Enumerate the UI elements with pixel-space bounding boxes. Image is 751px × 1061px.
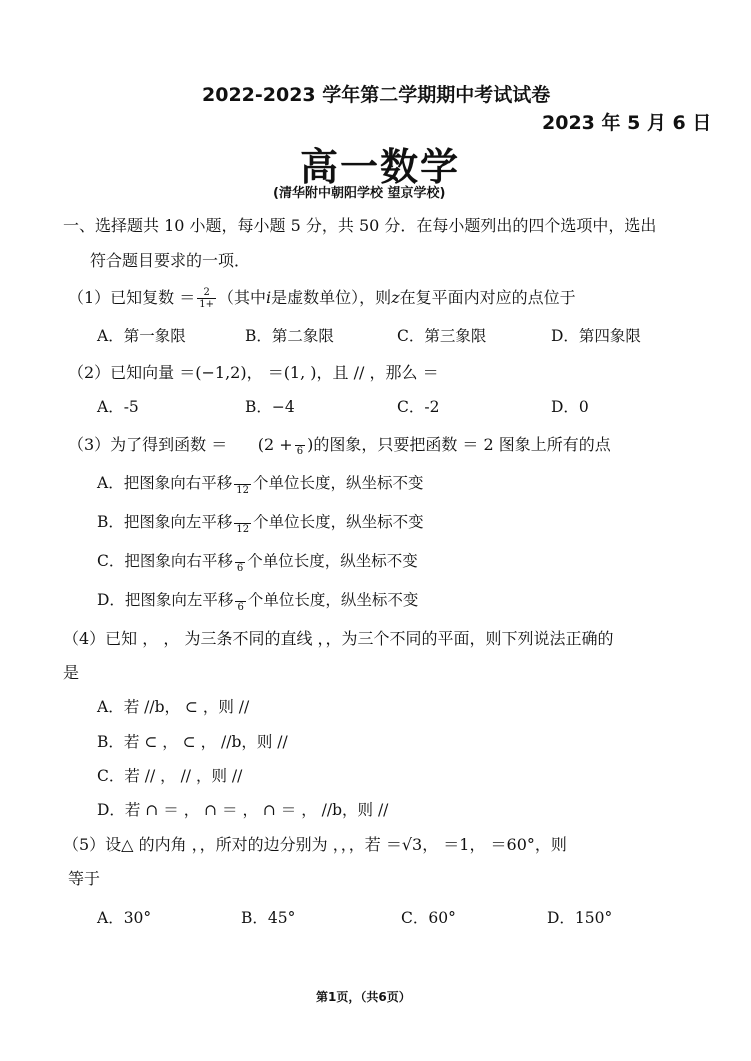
q1-option-a: A．第一象限 bbox=[97, 327, 186, 345]
q3-option-b bbox=[97, 510, 424, 535]
q3c-frac-num bbox=[235, 551, 245, 563]
q3-stem-c: )的图象，只要把函数 ＝ 2 图象上所有的点 bbox=[307, 435, 611, 454]
q3d-frac-num bbox=[235, 590, 245, 602]
q2-option-a: A．-5 bbox=[97, 398, 139, 416]
page-footer: 第1页，（共6页） bbox=[316, 990, 411, 1004]
q1-option-c: C．第三象限 bbox=[397, 327, 487, 345]
q2-option-b: B．−4 bbox=[245, 398, 295, 416]
q5-option-d: D．150° bbox=[547, 909, 613, 927]
question-3-stem bbox=[68, 432, 611, 457]
q1-mid2: 是虚数单位），则 bbox=[271, 288, 392, 307]
q3c-frac-den: 6 bbox=[236, 562, 244, 574]
q3a-frac-num bbox=[234, 473, 251, 485]
q3d-suffix: 个单位长度，纵坐标不变 bbox=[247, 591, 419, 609]
question-5-stem-line1: （5）设△ 的内角 ，，所对的边分别为 ，，，若 ＝√3， ＝1， ＝60°，则 bbox=[63, 835, 567, 854]
q3-frac-den: 6 bbox=[296, 446, 304, 457]
q2-option-c: C．-2 bbox=[397, 398, 440, 416]
q1-frac-num: 2 bbox=[197, 287, 216, 299]
q3-option-d bbox=[97, 588, 418, 613]
q5-option-a: A．30° bbox=[97, 909, 152, 927]
q3b-prefix: B．把图象向左平移 bbox=[97, 513, 233, 531]
q1-frac-den: 1+ bbox=[199, 299, 215, 310]
q4-option-b: B．若 ⊂ ， ⊂ ， //b，则 // bbox=[97, 733, 288, 751]
q3b-frac-den: 12 bbox=[236, 523, 250, 535]
q3-option-a bbox=[97, 471, 423, 496]
q3-fraction bbox=[295, 434, 305, 457]
q3-option-c bbox=[97, 549, 418, 574]
q4-option-a: A．若 //b， ⊂ ，则 // bbox=[97, 698, 250, 716]
q1-option-b: B．第二象限 bbox=[245, 327, 334, 345]
section1-instruction-line1: 一、选择题共 10 小题，每小题 5 分，共 50 分．在每小题列出的四个选项中，选出 bbox=[63, 216, 657, 235]
q3a-suffix: 个单位长度，纵坐标不变 bbox=[252, 474, 424, 492]
school-name: (清华附中朝阳学校 望京学校) bbox=[273, 186, 446, 201]
q1-prefix: （1）已知复数 ＝ bbox=[68, 288, 196, 307]
question-4-stem-line2: 是 bbox=[63, 663, 80, 682]
q3-frac-num bbox=[295, 434, 305, 446]
q5-option-b: B．45° bbox=[241, 909, 296, 927]
question-1-stem bbox=[68, 285, 576, 310]
q3a-fraction bbox=[234, 473, 251, 496]
q1-z: z bbox=[391, 288, 400, 307]
q3b-fraction bbox=[234, 512, 251, 535]
q3c-suffix: 个单位长度，纵坐标不变 bbox=[247, 552, 418, 570]
q2-option-d: D．0 bbox=[551, 398, 589, 416]
q3-stem-a: （3）为了得到函数 ＝ bbox=[68, 435, 228, 454]
question-5-stem-line2: 等于 bbox=[68, 869, 101, 888]
question-4-stem-line1: （4）已知 ， ， 为三条不同的直线 ，，为三个不同的平面，则下列说法正确的 bbox=[63, 629, 614, 648]
q4-option-c: C．若 // ， // ，则 // bbox=[97, 767, 243, 785]
q3b-suffix: 个单位长度，纵坐标不变 bbox=[253, 513, 424, 531]
q1-option-d: D．第四象限 bbox=[551, 327, 641, 345]
q1-mid: （其中 bbox=[218, 288, 267, 307]
exam-title: 2022-2023 学年第二学期期中考试试卷 bbox=[202, 84, 551, 106]
q5-option-c: C．60° bbox=[401, 909, 456, 927]
q3d-prefix: D．把图象向左平移 bbox=[97, 591, 234, 609]
q3c-fraction bbox=[235, 551, 245, 574]
question-2-stem: （2）已知向量 ＝(−1,2)， ＝(1, )，且 // ，那么 ＝ bbox=[68, 363, 439, 382]
q3a-prefix: A．把图象向右平移 bbox=[97, 474, 233, 492]
q3b-frac-num bbox=[234, 512, 251, 524]
q3c-prefix: C．把图象向右平移 bbox=[97, 552, 233, 570]
q3d-frac-den: 6 bbox=[237, 601, 244, 613]
q3d-fraction bbox=[235, 590, 245, 613]
q4-option-d: D．若 ∩ ＝ ， ∩ ＝ ， ∩ ＝ ， //b，则 // bbox=[97, 801, 389, 819]
q1-fraction bbox=[197, 287, 216, 310]
q3a-frac-den: 12 bbox=[236, 484, 249, 496]
subject-title: 高一数学 bbox=[300, 145, 461, 189]
q1-i: i bbox=[266, 288, 272, 307]
exam-date: 2023 年 5 月 6 日 bbox=[542, 112, 712, 134]
section1-instruction-line2: 符合题目要求的一项． bbox=[90, 251, 251, 270]
q3-stem-b: (2 + bbox=[257, 435, 293, 454]
q1-suffix: 在复平面内对应的点位于 bbox=[399, 288, 576, 307]
